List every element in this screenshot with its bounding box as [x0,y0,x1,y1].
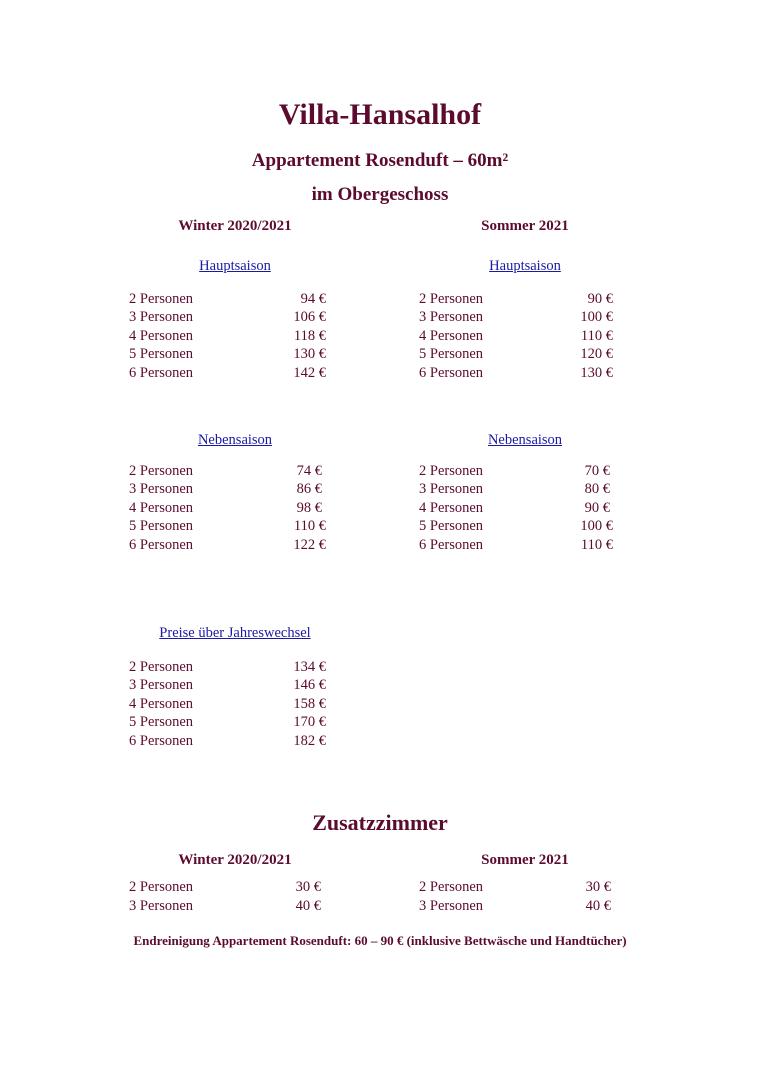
price-row [129,695,326,713]
persons-label: 4 Personen [419,327,484,344]
price-row [129,308,326,326]
price-value: 86 € [296,481,322,498]
winter-nebensaison-link[interactable]: Nebensaison [197,432,273,448]
summer-hauptsaison-link[interactable]: Hauptsaison [489,258,561,274]
winter-heading: Winter 2020/2021 [178,218,292,234]
price-value: 40 € [585,897,611,914]
price-row [419,364,613,382]
persons-label: 2 Personen [419,879,484,895]
persons-label: 4 Personen [129,695,194,712]
apartment-subtitle: Appartement Rosenduft – 60m² [251,150,509,171]
price-value: 118 € [293,327,326,344]
summer-heading: Sommer 2021 [481,218,569,234]
price-value: 130 € [293,346,326,363]
persons-label: 4 Personen [129,327,194,344]
persons-label: 2 Personen [419,291,484,307]
persons-label: 4 Personen [129,499,194,516]
floor-label: im Obergeschoss [311,184,449,205]
price-row [129,517,326,535]
price-row [129,290,326,308]
price-value: 122 € [293,536,326,553]
price-row [129,345,326,363]
winter-hauptsaison-link[interactable]: Hauptsaison [199,258,271,274]
persons-label: 5 Personen [419,346,484,363]
persons-label: 5 Personen [419,518,484,535]
price-value: 110 € [580,327,613,344]
price-row [419,308,613,326]
price-value: 30 € [295,879,321,895]
cleaning-fee-note: Endreinigung Appartement Rosenduft: 60 – 90 € (inklusive Bettwäsche und Handtücher) [133,933,627,948]
persons-label: 3 Personen [419,897,484,914]
price-value: 100 € [580,518,613,535]
extra-rooms-heading: Zusatzzimmer [312,810,448,835]
extra-summer-heading: Sommer 2021 [481,852,569,868]
price-value: 90 € [584,499,610,516]
jahreswechsel-link[interactable]: Preise über Jahreswechsel [159,625,311,641]
price-row [129,897,321,915]
price-row [129,676,326,694]
price-row [419,897,611,915]
price-row [129,713,326,731]
price-row [129,327,326,345]
price-value: 134 € [293,659,326,675]
persons-label: 3 Personen [129,309,194,326]
price-value: 90 € [587,291,613,307]
persons-label: 4 Personen [419,499,484,516]
persons-label: 2 Personen [129,659,194,675]
price-row [129,499,322,517]
price-value: 70 € [584,463,610,479]
extra-winter-heading: Winter 2020/2021 [178,852,292,868]
price-value: 146 € [293,677,326,694]
persons-label: 3 Personen [419,481,484,498]
price-row [419,480,610,498]
persons-label: 5 Personen [129,714,194,731]
price-value: 94 € [300,291,326,307]
price-value: 98 € [296,499,322,516]
price-value: 110 € [580,536,613,553]
persons-label: 6 Personen [129,536,194,553]
persons-label: 3 Personen [129,481,194,498]
price-value: 120 € [580,346,613,363]
price-row [129,878,321,896]
persons-label: 2 Personen [129,291,194,307]
persons-label: 5 Personen [129,518,194,535]
persons-label: 6 Personen [129,364,194,381]
price-row [129,732,326,750]
price-row [129,480,322,498]
price-row [419,536,613,554]
page-title: Villa-Hansalhof [278,98,482,131]
price-value: 110 € [293,518,326,535]
price-row [419,327,613,345]
summer-nebensaison-link[interactable]: Nebensaison [487,432,563,448]
price-value: 80 € [584,481,610,498]
price-row [129,536,326,554]
price-value: 182 € [293,732,326,749]
persons-label: 6 Personen [419,536,484,553]
price-value: 30 € [585,879,611,895]
price-row [419,345,613,363]
price-row [129,364,326,382]
price-row [419,517,613,535]
price-value: 158 € [293,695,326,712]
price-row [129,658,326,676]
price-row [129,462,322,480]
price-value: 170 € [293,714,326,731]
price-value: 100 € [580,309,613,326]
persons-label: 3 Personen [129,897,194,914]
persons-label: 2 Personen [419,463,484,479]
price-row [419,499,610,517]
persons-label: 2 Personen [129,463,194,479]
persons-label: 2 Personen [129,879,194,895]
persons-label: 6 Personen [129,732,194,749]
persons-label: 3 Personen [129,677,194,694]
price-row [419,290,613,308]
price-value: 130 € [580,364,613,381]
price-value: 74 € [296,463,322,479]
price-row [419,462,610,480]
persons-label: 3 Personen [419,309,484,326]
price-value: 106 € [293,309,326,326]
persons-label: 5 Personen [129,346,194,363]
price-value: 40 € [295,897,321,914]
persons-label: 6 Personen [419,364,484,381]
price-row [419,878,611,896]
price-value: 142 € [293,364,326,381]
